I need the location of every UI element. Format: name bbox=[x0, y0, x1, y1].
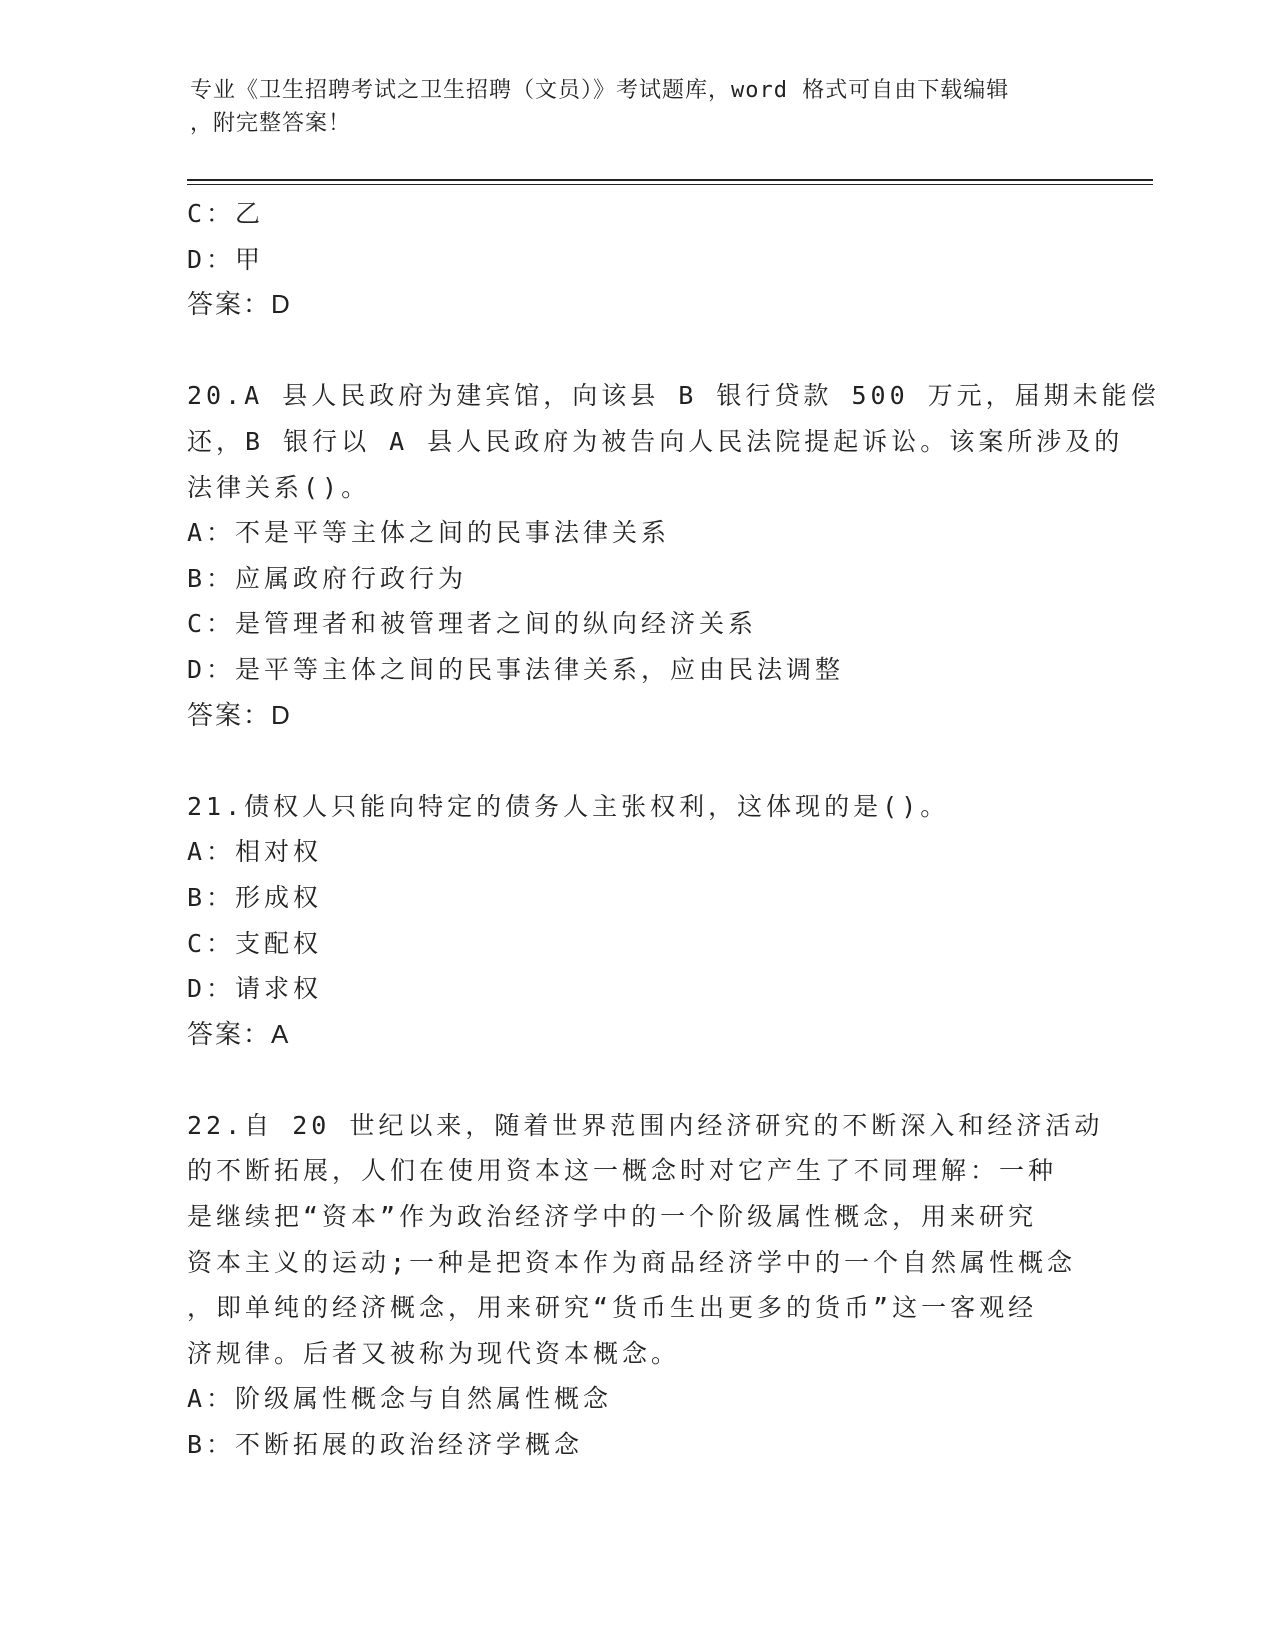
question-list bbox=[187, 191, 1160, 1468]
option-a: A：阶级属性概念与自然属性概念 bbox=[187, 1384, 613, 1414]
option-a: A：相对权 bbox=[187, 837, 323, 867]
spacer bbox=[187, 738, 1087, 784]
answer-line: 答案：D bbox=[187, 699, 292, 730]
question-text-line: 资本主义的运动;一种是把资本作为商品经济学中的一个自然属性概念 bbox=[187, 1247, 1077, 1277]
question-text-line: 20.A 县人民政府为建宾馆，向该县 B 银行贷款 500 万元，届期未能偿 bbox=[187, 381, 1160, 411]
option-b: B：形成权 bbox=[187, 882, 323, 912]
spacer bbox=[187, 328, 1087, 374]
question-text-line: 是继续把“资本”作为政治经济学中的一个阶级属性概念，用来研究 bbox=[187, 1202, 1038, 1232]
option-d: D：甲 bbox=[187, 244, 265, 274]
question-text-line: ，即单纯的经济概念，用来研究“货币生出更多的货币”这一客观经 bbox=[187, 1293, 1038, 1323]
question-20 bbox=[187, 373, 1160, 738]
header-divider-thick bbox=[187, 179, 1153, 181]
option-c: C：支配权 bbox=[187, 928, 323, 958]
option-c: C：是管理者和被管理者之间的纵向经济关系 bbox=[187, 609, 758, 639]
option-b: B：不断拓展的政治经济学概念 bbox=[187, 1430, 584, 1460]
header-line-1: 专业《卫生招聘考试之卫生招聘（文员）》考试题库，word 格式可自由下载编辑 bbox=[190, 78, 1010, 103]
question-text-line: 22.自 20 世纪以来，随着世界范围内经济研究的不断深入和经济活动 bbox=[187, 1110, 1104, 1140]
question-text-line: 的不断拓展，人们在使用资本这一概念时对它产生了不同理解：一种 bbox=[187, 1156, 1058, 1186]
spacer bbox=[187, 1057, 1087, 1103]
answer-line: 答案：A bbox=[187, 1018, 291, 1049]
option-d: D：请求权 bbox=[187, 974, 323, 1004]
question-19-tail bbox=[187, 191, 1087, 328]
option-a: A：不是平等主体之间的民事法律关系 bbox=[187, 518, 671, 548]
document-header bbox=[190, 74, 1090, 140]
question-21 bbox=[187, 784, 1087, 1058]
question-text-line: 法律关系()。 bbox=[187, 472, 371, 502]
question-text-line: 21.债权人只能向特定的债务人主张权利，这体现的是()。 bbox=[187, 791, 950, 821]
answer-line: 答案：D bbox=[187, 289, 292, 320]
header-line-2: ，附完整答案！ bbox=[190, 111, 352, 136]
option-b: B：应属政府行政行为 bbox=[187, 563, 468, 593]
option-d: D：是平等主体之间的民事法律关系，应由民法调整 bbox=[187, 654, 845, 684]
header-divider-thin bbox=[187, 184, 1153, 185]
question-text-line: 还，B 银行以 A 县人民政府为被告向人民法院提起诉讼。该案所涉及的 bbox=[187, 426, 1124, 456]
question-text-line: 济规律。后者又被称为现代资本概念。 bbox=[187, 1338, 681, 1368]
question-22 bbox=[187, 1103, 1104, 1468]
option-c: C：乙 bbox=[187, 199, 265, 228]
